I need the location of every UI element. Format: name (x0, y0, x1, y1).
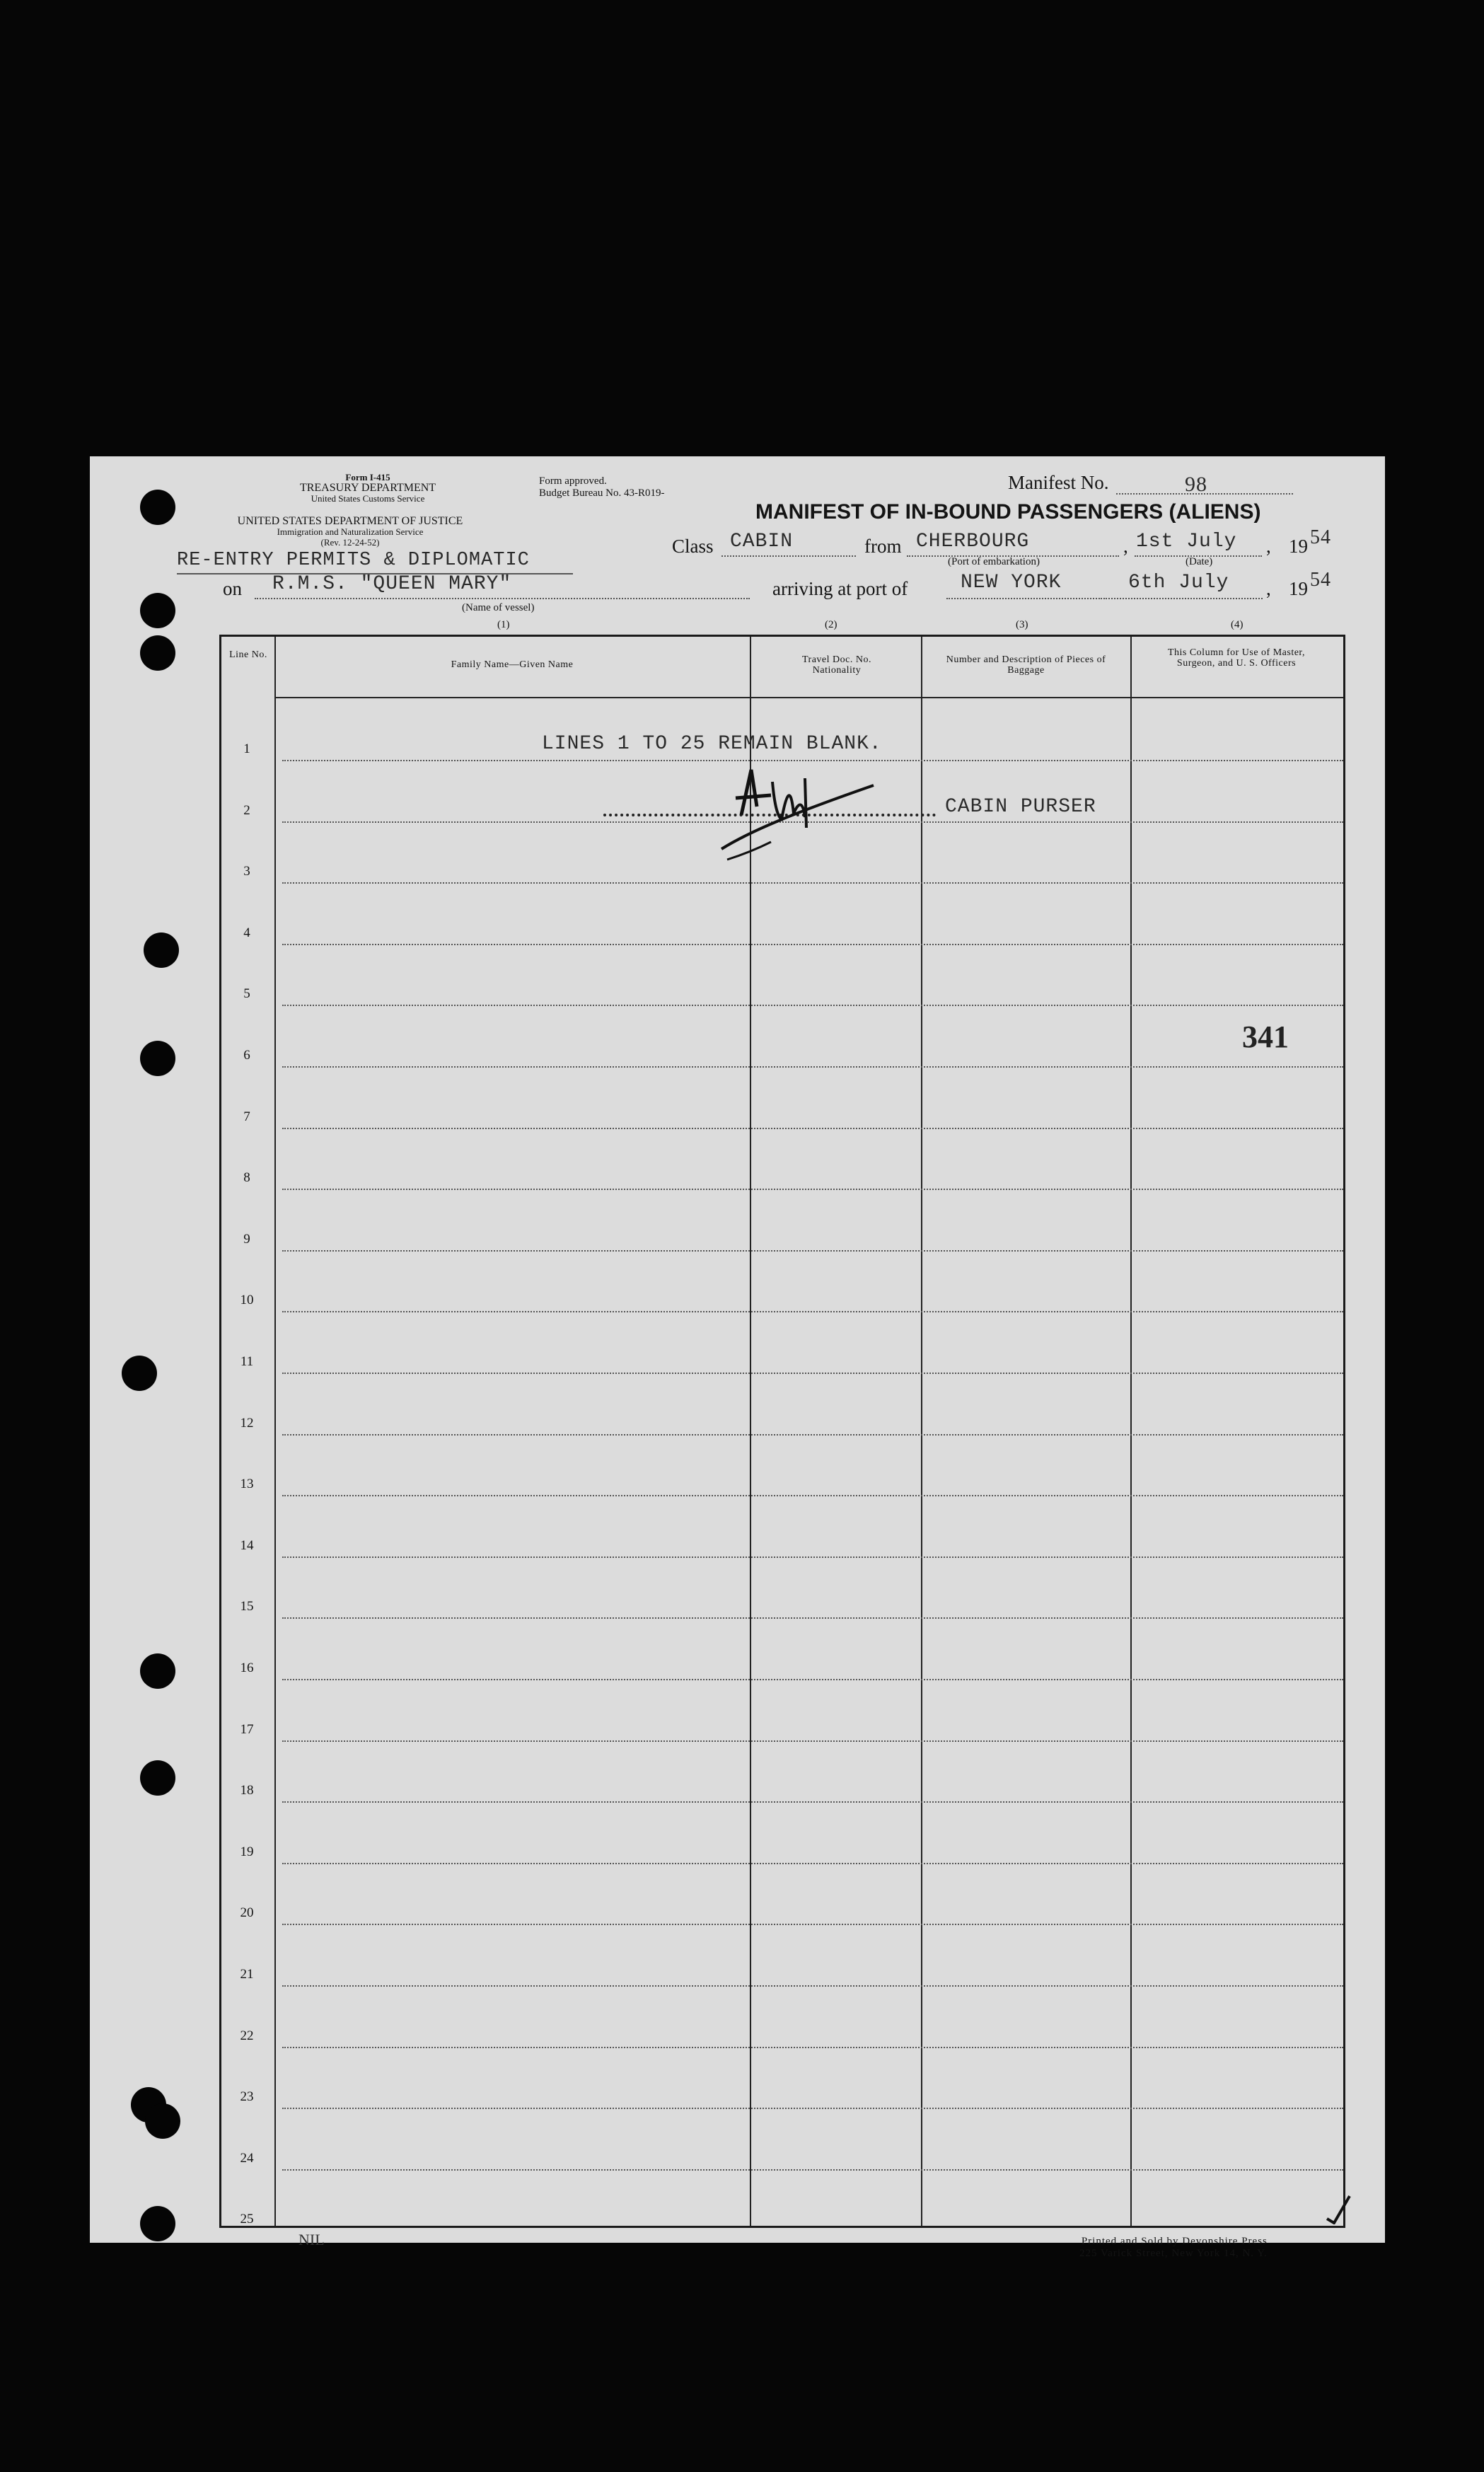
row-number: 20 (240, 1905, 254, 1921)
row-number: 22 (240, 2028, 254, 2043)
punch-hole (140, 1653, 175, 1689)
printer-line-2: 225 Varick Street, New York 14, N. Y. (1079, 2248, 1268, 2259)
arriving-label: arriving at port of (772, 578, 908, 599)
table-row (282, 1250, 1343, 1252)
service-name: United States Customs Service (311, 493, 425, 504)
table-divider (921, 637, 922, 2226)
table-row (282, 1740, 1343, 1742)
punch-hole (144, 932, 179, 968)
table-divider (274, 637, 276, 2226)
form-number: Form I-415 (345, 472, 390, 483)
row-number: 11 (240, 1354, 254, 1369)
row-number: 21 (240, 1967, 254, 1982)
depart-date: 1st July (1136, 531, 1237, 553)
arrival-port-dotline (946, 598, 1102, 599)
printer-block (1079, 2236, 1268, 2260)
row-number: 12 (240, 1415, 254, 1431)
row-number: 7 (243, 1109, 250, 1124)
port-embark-caption: (Port of embarkation) (948, 556, 1040, 567)
column-number-2: (2) (825, 619, 837, 630)
row-number: 18 (240, 1783, 254, 1798)
row-number: 4 (243, 925, 250, 940)
passenger-table (219, 635, 1345, 2228)
row-number: 16 (240, 1660, 254, 1675)
table-row (282, 2108, 1343, 2109)
table-row (282, 1189, 1343, 1190)
budget-bureau: Budget Bureau No. 43-R019- (539, 487, 665, 499)
arrival-port: NEW YORK (961, 572, 1062, 594)
class-label: Class (672, 536, 714, 557)
table-row (282, 1924, 1343, 1925)
punch-hole (140, 593, 175, 628)
row-number: 8 (243, 1170, 250, 1186)
row-number: 9 (243, 1231, 250, 1247)
ins-name: Immigration and Naturalization Service (277, 526, 424, 537)
department-name: TREASURY DEPARTMENT (299, 482, 436, 494)
table-row (282, 1005, 1343, 1006)
table-row (282, 1066, 1343, 1068)
check-mark (1324, 2193, 1352, 2224)
on-label: on (223, 578, 242, 599)
row-number: 25 (240, 2212, 254, 2227)
header-baggage: Number and Description of Pieces of Baggage (946, 654, 1106, 676)
manifest-no-label: Manifest No. (1008, 472, 1109, 493)
punch-hole (145, 2103, 180, 2139)
remain-blank-note: LINES 1 TO 25 REMAIN BLANK. (542, 733, 882, 755)
table-divider (750, 637, 751, 2226)
header-travel-doc: Travel Doc. No. Nationality (802, 654, 871, 676)
comma: , (1266, 578, 1271, 599)
arrival-date: 6th July (1128, 572, 1229, 594)
row-number: 5 (243, 986, 250, 1002)
table-row (282, 1617, 1343, 1619)
form-header-block (262, 472, 474, 504)
table-row (282, 1556, 1343, 1558)
from-value: CHERBOURG (916, 531, 1030, 553)
table-row (282, 2169, 1343, 2171)
punch-hole (140, 2206, 175, 2241)
column-number-1: (1) (497, 619, 510, 630)
table-row (282, 1985, 1343, 1987)
table-row (282, 1311, 1343, 1312)
row-number: 19 (240, 1844, 254, 1859)
punch-hole (140, 635, 175, 671)
row-number: 3 (243, 864, 250, 879)
arrival-date-dotline (1103, 598, 1263, 599)
stamp-number: 341 (1242, 1020, 1289, 1054)
printer-line-1: Printed and Sold by Devonshire Press (1081, 2236, 1268, 2247)
header-line-no: Line No. (229, 649, 267, 660)
class-dotline (721, 555, 856, 557)
table-row (282, 1863, 1343, 1864)
table-row (282, 760, 1343, 761)
approval-note: Form approved. (539, 475, 607, 487)
table-row (282, 1679, 1343, 1680)
table-row (282, 1495, 1343, 1496)
header-name: Family Name—Given Name (451, 659, 574, 670)
nil-note: NIL (298, 2231, 325, 2248)
table-row (282, 1801, 1343, 1803)
row-number: 15 (240, 1599, 254, 1615)
purser-signature (707, 764, 891, 863)
punch-hole (122, 1356, 157, 1391)
column-number-3: (3) (1016, 619, 1028, 630)
depart-year-prefix: 19 (1289, 536, 1308, 557)
comma: , (1123, 536, 1128, 557)
table-divider (1130, 637, 1132, 2226)
row-number: 23 (240, 2089, 254, 2105)
justice-dept: UNITED STATES DEPARTMENT OF JUSTICE (237, 515, 463, 527)
table-row (282, 1128, 1343, 1129)
row-number: 14 (240, 1537, 254, 1553)
punch-hole (140, 1760, 175, 1796)
table-row (282, 882, 1343, 884)
arrival-year-prefix: 19 (1289, 578, 1308, 599)
manifest-number: 98 (1185, 473, 1207, 496)
row-number: 6 (243, 1048, 250, 1063)
approval-block (539, 475, 664, 499)
date-caption: (Date) (1186, 556, 1213, 567)
header-officers: This Column for Use of Master, Surgeon, and U. S. Officers (1167, 647, 1306, 669)
column-number-4: (4) (1231, 619, 1244, 630)
header-separator (274, 697, 1343, 698)
row-number: 1 (243, 741, 250, 756)
vessel-caption: (Name of vessel) (462, 602, 535, 613)
class-value: CABIN (730, 531, 794, 553)
table-row (282, 944, 1343, 945)
row-number: 24 (240, 2150, 254, 2166)
permits-line: RE-ENTRY PERMITS & DIPLOMATIC (177, 550, 530, 571)
depart-year-suffix: 54 (1310, 526, 1331, 548)
punch-hole (140, 490, 175, 525)
vessel-name: R.M.S. "QUEEN MARY" (272, 573, 512, 595)
punch-hole (140, 1041, 175, 1076)
purser-title: CABIN PURSER (945, 796, 1096, 818)
table-row (282, 1434, 1343, 1436)
from-label: from (864, 536, 902, 557)
arrival-year-suffix: 54 (1310, 569, 1331, 591)
vessel-dotline (255, 598, 750, 599)
table-row (282, 1373, 1343, 1374)
table-row (282, 2047, 1343, 2048)
justice-block (216, 516, 485, 548)
comma: , (1266, 536, 1271, 557)
row-number: 17 (240, 1721, 254, 1737)
page-title: MANIFEST OF IN-BOUND PASSENGERS (ALIENS) (755, 500, 1261, 524)
revision-date: (Rev. 12-24-52) (320, 537, 380, 548)
row-number: 13 (240, 1477, 254, 1492)
row-number: 2 (243, 802, 250, 818)
row-number: 10 (240, 1293, 254, 1308)
